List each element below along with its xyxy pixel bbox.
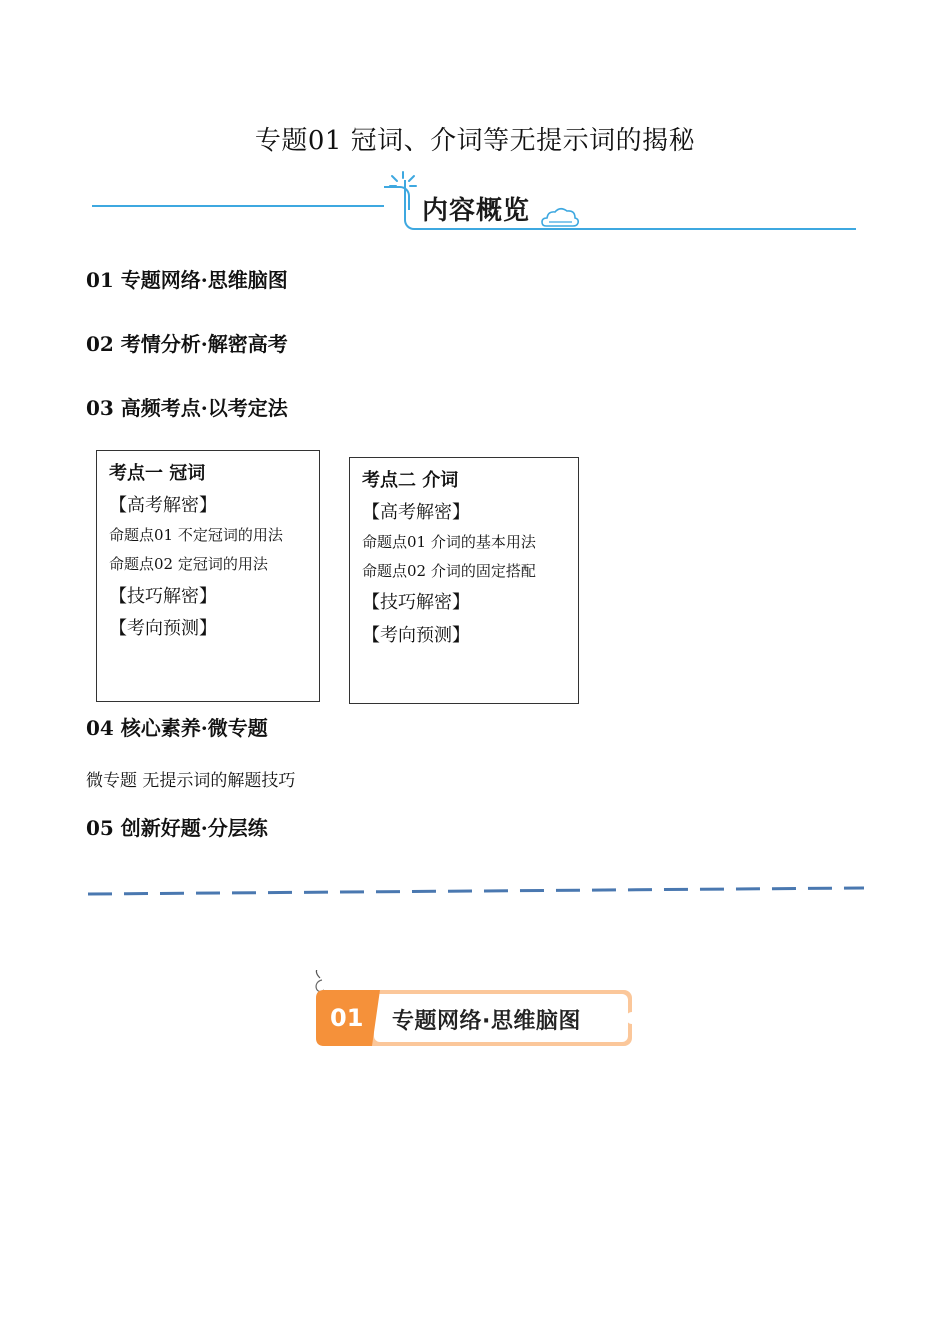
section-03-heading: 03 高频考点·以考定法	[86, 396, 288, 420]
topic-box-item: 命题点02 定冠词的用法	[109, 555, 268, 573]
topic-box-item: 【技巧解密】	[109, 586, 217, 607]
topic-box-item: 【高考解密】	[109, 495, 217, 516]
topic-box-heading: 考点一 冠词	[109, 463, 206, 484]
topic-box-item: 【考向预测】	[362, 625, 470, 646]
section-badge-number: 01	[330, 1004, 364, 1032]
section-05-heading: 05 创新好题·分层练	[86, 816, 268, 840]
topic-box-item: 命题点01 不定冠词的用法	[109, 526, 283, 544]
topic-box-prepositions	[349, 457, 579, 704]
banner-label: 内容概览	[422, 196, 531, 226]
section-01-heading: 01 专题网络·思维脑图	[86, 268, 288, 292]
section-02-heading: 02 考情分析·解密高考	[86, 332, 288, 356]
topic-box-item: 【高考解密】	[362, 502, 470, 523]
micro-topic-line: 微专题 无提示词的解题技巧	[86, 771, 296, 791]
topic-box-item: 命题点02 介词的固定搭配	[362, 562, 536, 580]
section-04-heading: 04 核心素养·微专题	[86, 716, 268, 740]
topic-box-articles	[96, 450, 320, 702]
topic-box-item: 【考向预测】	[109, 618, 217, 639]
banner-rule-right	[560, 228, 856, 230]
sparkle-icon	[388, 170, 418, 196]
cloud-icon	[540, 206, 580, 230]
topic-box-heading: 考点二 介词	[362, 470, 459, 491]
topic-box-item: 【技巧解密】	[362, 592, 470, 613]
section-badge-label: 专题网络·思维脑图	[392, 1009, 581, 1034]
page-title: 专题01 冠词、介词等无提示词的揭秘	[254, 126, 696, 156]
banner-rule-left	[92, 205, 384, 207]
topic-box-item: 命题点01 介词的基本用法	[362, 533, 536, 551]
dashed-divider	[86, 886, 866, 896]
